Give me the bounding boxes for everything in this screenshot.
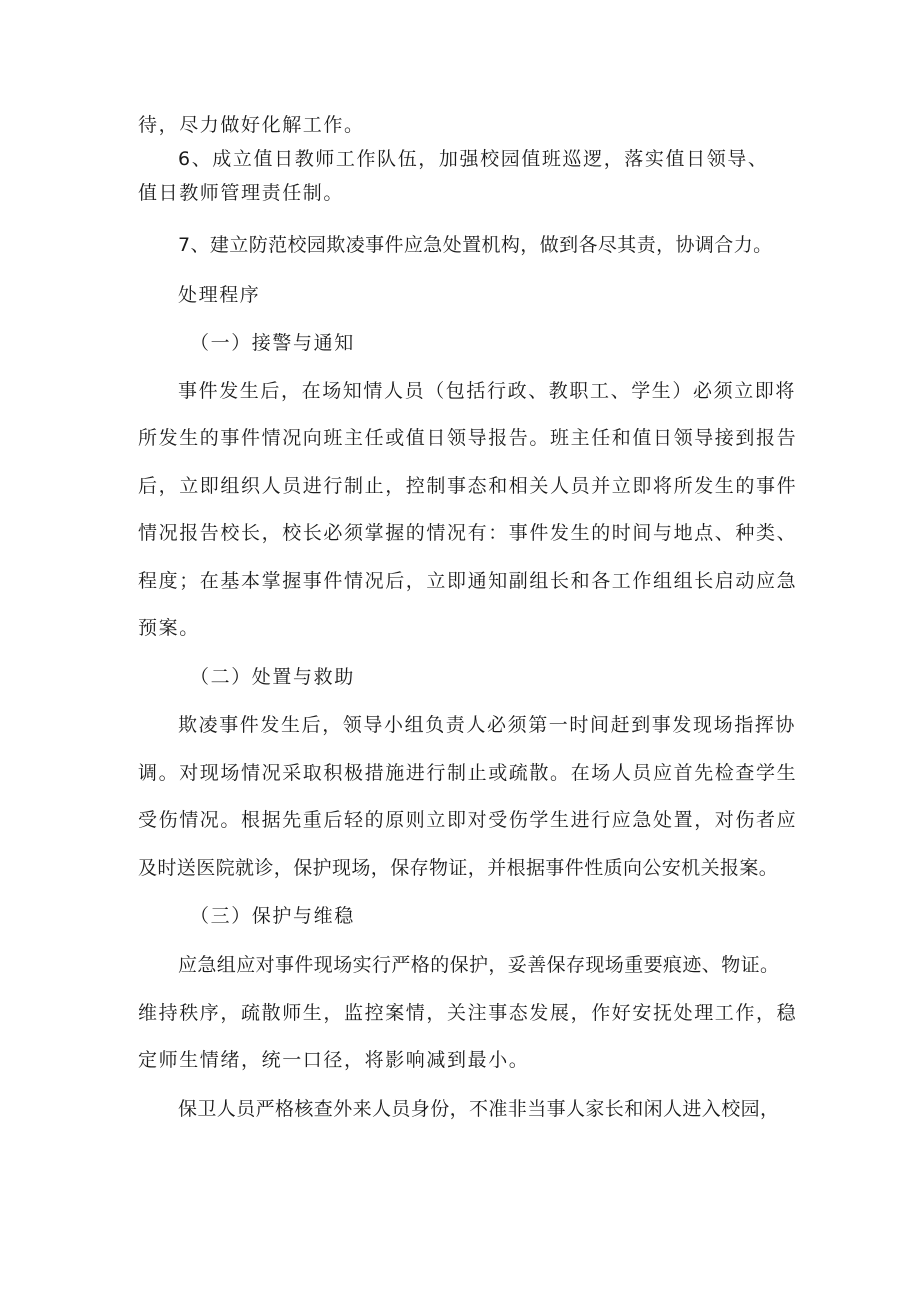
paragraph-line: 事件发生后，在场知情人员（包括行政、教职工、学生）必须立即将 (178, 380, 797, 402)
list-item-6: 6、成立值日教师工作队伍，加强校园值班巡逻，落实值日领导、 (178, 148, 769, 170)
paragraph-line: 欺凌事件发生后，领导小组负责人必须第一时间赶到事发现场指挥协 (178, 714, 797, 736)
paragraph-line: 受伤情况。根据先重后轻的原则立即对受伤学生进行应急处置，对伤者应 (138, 809, 798, 831)
list-item-7: 7、建立防范校园欺凌事件应急处置机构，做到各尽其责，协调合力。 (178, 234, 773, 256)
paragraph-line: 调。对现场情况采取积极措施进行制止或疏散。在场人员应首先检查学生 (138, 762, 798, 784)
text-line-3: 值日教师管理责任制。 (138, 182, 345, 204)
paragraph-line: 维持秩序，疏散师生，监控案情，关注事态发展，作好安抚处理工作，稳 (138, 1002, 798, 1024)
paragraph-line: 应急组应对事件现场实行严格的保护，妥善保存现场重要痕迹、物证。 (178, 954, 780, 976)
paragraph-line: 及时送医院就诊，保护现场，保存物证，并根据事件性质向公安机关报案。 (138, 857, 779, 879)
paragraph-line: 情况报告校长，校长必须掌握的情况有：事件发生的时间与地点、种类、 (138, 522, 798, 544)
paragraph-line: 保卫人员严格核查外来人员身份，不准非当事人家长和闲人进入校园， (178, 1098, 780, 1120)
paragraph-line: 所发生的事件情况向班主任或值日领导报告。班主任和值日领导接到报告 (138, 427, 798, 449)
subheading-1: （一）接警与通知 (190, 332, 355, 354)
paragraph-line: 定师生情绪，统一口径，将影响减到最小。 (138, 1049, 530, 1071)
paragraph-line: 程度；在基本掌握事件情况后，立即通知副组长和各工作组组长启动应急 (138, 570, 798, 592)
subheading-2: （二）处置与救助 (190, 666, 355, 688)
text-line-1: 待，尽力做好化解工作。 (138, 114, 365, 136)
section-heading: 处理程序 (178, 284, 261, 306)
paragraph-line: 预案。 (138, 617, 200, 639)
paragraph-line: 后，立即组织人员进行制止，控制事态和相关人员并立即将所发生的事件 (138, 475, 798, 497)
subheading-3: （三）保护与维稳 (190, 905, 355, 927)
